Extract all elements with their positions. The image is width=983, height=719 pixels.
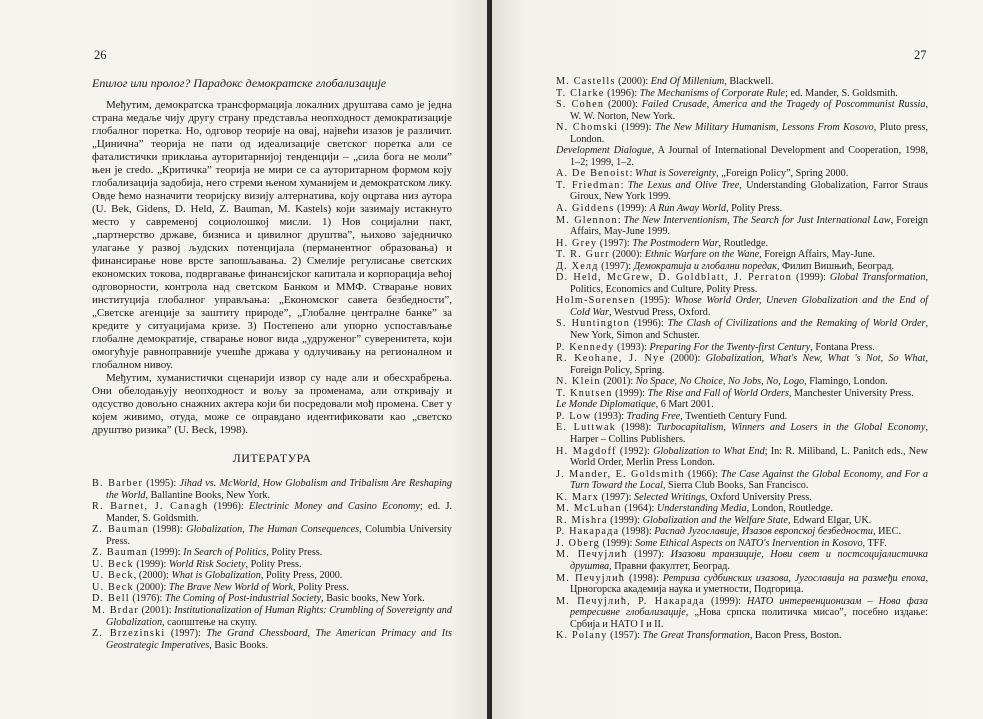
reference-entry bbox=[92, 501, 452, 524]
reference-details: , Polity Press. bbox=[245, 558, 302, 570]
references-title: ЛИТЕРАТУРА bbox=[232, 451, 312, 465]
reference-details: , Polity Press. bbox=[292, 581, 349, 593]
right-column bbox=[556, 76, 928, 642]
reference-title: Whose World Order, Uneven Globalization and the End of Cold War bbox=[570, 295, 928, 318]
reference-details: , Bacon Press, Boston. bbox=[749, 630, 842, 642]
reference-year: (1996): bbox=[630, 318, 668, 330]
reference-year: (1957): bbox=[607, 630, 643, 642]
reference-details: , London, Routledge. bbox=[746, 503, 833, 515]
reference-entry bbox=[556, 469, 928, 492]
reference-author: N. Chomski bbox=[556, 122, 619, 134]
reference-entry bbox=[92, 628, 452, 651]
reference-author: M. Glennon bbox=[556, 214, 618, 226]
reference-entry bbox=[556, 168, 928, 180]
reference-author: Holm-Sorensen bbox=[556, 295, 636, 307]
reference-entry bbox=[556, 145, 928, 168]
reference-details: ; ed. Mander, S. Goldsmith. bbox=[785, 87, 898, 99]
reference-year: (2001): bbox=[600, 376, 636, 388]
reference-title: World Risk Society bbox=[168, 558, 246, 570]
reference-year: (2000): bbox=[133, 581, 169, 593]
reference-entry bbox=[92, 570, 452, 582]
reference-entry bbox=[556, 573, 928, 596]
reference-year: (1995): bbox=[143, 478, 180, 489]
reference-author: M. Brdar bbox=[92, 605, 139, 617]
reference-title: What is Globalization bbox=[171, 570, 261, 582]
reference-details: , Routledge. bbox=[718, 237, 769, 249]
reference-year: : bbox=[629, 168, 635, 180]
reference-author: A. Giddens bbox=[556, 203, 615, 215]
reference-author: N. Klein bbox=[556, 376, 601, 388]
reference-author: M. Печујлић, Р. Накарада bbox=[556, 595, 705, 607]
reference-title: Распад Југославије, Изазов европској безбедности bbox=[654, 526, 873, 538]
reference-title: The Brave New World of Work bbox=[168, 581, 293, 593]
reference-author: T. Clarke bbox=[556, 87, 605, 99]
reference-details: , A Journal of International Development and Cooperation, 1998, 1–2; 1999, 1–2. bbox=[570, 145, 928, 168]
reference-title: The Case Against the Global Economy, and For a Turn Toward the Local bbox=[570, 468, 928, 492]
reference-year: (1997): bbox=[627, 549, 671, 561]
reference-year: (1993): bbox=[614, 341, 650, 353]
reference-author: J. Oberg bbox=[556, 537, 600, 549]
reference-entry bbox=[556, 180, 928, 203]
reference-title: Understanding Media bbox=[656, 503, 747, 515]
reference-details: , „Нова српска политичка мисао”, посебно издање: Србија и НАТО I и II. bbox=[570, 607, 928, 630]
reference-details: , Црногорска академија наука и уметности, Подгорица. bbox=[570, 572, 929, 596]
body-text bbox=[92, 99, 452, 437]
reference-author: U. Beck bbox=[92, 570, 134, 582]
reference-author: R. Keohane, J. Nye bbox=[556, 353, 666, 365]
reference-entry bbox=[92, 582, 452, 594]
reference-details: , Basic Books. bbox=[209, 639, 269, 651]
reference-author: Z. Bauman bbox=[92, 547, 149, 559]
reference-year: (1999): bbox=[612, 387, 648, 399]
section-heading: Епилог или пролог? Парадокс демократске глобализације bbox=[92, 76, 387, 90]
reference-entry bbox=[556, 549, 928, 572]
references-list bbox=[556, 76, 928, 642]
reference-title: The Mechanisms of Corporate Rule bbox=[639, 87, 786, 99]
reference-author: R. Mishra bbox=[556, 514, 608, 526]
reference-title: A Run Away World bbox=[649, 203, 727, 215]
reference-title: No Space, No Choice, No Jobs, No, Logo bbox=[635, 376, 805, 388]
reference-title: Jihad vs. McWorld, How Globalism and Tribalism Are Reshaping the World bbox=[106, 478, 452, 501]
reference-year: (2001): bbox=[138, 605, 175, 617]
reference-title: The Postmodern War bbox=[632, 237, 719, 249]
reference-details: , TFF. bbox=[862, 537, 887, 549]
reference-entry bbox=[556, 422, 928, 445]
right-page bbox=[492, 0, 983, 719]
reference-entry bbox=[556, 503, 928, 515]
reference-entry bbox=[556, 238, 928, 250]
reference-author: M. Печујлић bbox=[556, 572, 626, 584]
reference-title: Electrinic Money and Casino Economy bbox=[248, 501, 420, 513]
reference-title: End Of Millenium bbox=[650, 76, 725, 87]
reference-title: The New Interventionism, The Search for Just International Law bbox=[623, 214, 891, 226]
reference-details: , Blackwell. bbox=[724, 76, 774, 87]
left-page bbox=[0, 0, 488, 719]
reference-details: , Sierra Club Books, San Francisco. bbox=[662, 480, 809, 492]
reference-entry bbox=[556, 122, 928, 145]
reference-entry bbox=[556, 446, 928, 469]
paragraph: Међутим, хуманистички сценарији извор су наде али и обесхрабрења. Они обелодањују неопходност и вољу за променама, али откривају и одсуство довољно снажних актера који би посредовали мођ промена. Свет у којем живимо, отуда, може се оправдано идентификовати као „светско друштво ризика” (U. Beck, 1998). bbox=[92, 372, 452, 436]
reference-author: Z. Bauman bbox=[92, 524, 150, 536]
reference-author: E. Luttwak bbox=[556, 422, 617, 434]
reference-details: , Polity Press, 2000. bbox=[260, 570, 343, 582]
reference-entry bbox=[556, 399, 928, 411]
reference-details: , W. W. Norton, New York. bbox=[570, 99, 928, 122]
reference-entry bbox=[92, 593, 452, 605]
reference-title: Ethnic Warfare on the Wane bbox=[644, 249, 760, 261]
reference-year: (1992): bbox=[616, 445, 654, 457]
reference-entry bbox=[556, 538, 928, 550]
reference-details: , Филип Вишњић, Београд. bbox=[776, 260, 895, 272]
reference-title: The Great Transformation bbox=[642, 630, 750, 642]
reference-title: The Grand Chessboard, The American Primacy and Its Geostrategic Imperatives bbox=[106, 628, 452, 651]
reference-title: Демократија и глобални поредак bbox=[633, 260, 777, 272]
reference-title: Turbocapitalism, Winners and Losers in the Global Economy bbox=[656, 422, 926, 434]
reference-entry bbox=[92, 559, 452, 571]
reference-author: T. R. Gurr bbox=[556, 249, 610, 261]
reference-year: (2000): bbox=[665, 353, 706, 365]
reference-year: (1964): bbox=[621, 503, 657, 515]
reference-details: , саопштење на скупу. bbox=[162, 616, 258, 628]
reference-year: (1996): bbox=[604, 87, 640, 99]
reference-year: (1999): bbox=[133, 558, 169, 570]
reference-title: The Rise and Fall of World Orders bbox=[647, 387, 789, 399]
reference-author: M. Печујлић bbox=[556, 549, 628, 561]
reference-entry bbox=[556, 342, 928, 354]
reference-author: T. Friedman bbox=[556, 179, 621, 191]
reference-author: A. De Benoist bbox=[556, 168, 630, 180]
reference-author: K. Marx bbox=[556, 491, 599, 503]
reference-title: What is Sovereignty bbox=[635, 168, 717, 180]
reference-year: (1999): bbox=[614, 203, 650, 215]
left-column bbox=[92, 76, 452, 651]
reference-year: (1997): bbox=[597, 237, 633, 249]
reference-year: (1999): bbox=[704, 595, 748, 607]
reference-author: M. Castells bbox=[556, 76, 616, 87]
reference-details: , Flamingo, London. bbox=[804, 376, 888, 388]
reference-year: (2000): bbox=[604, 99, 642, 111]
reference-details: , Westvud Press, Oxford. bbox=[608, 306, 711, 318]
reference-entry bbox=[556, 596, 928, 631]
reference-details: , New York, Simon and Schuster. bbox=[570, 318, 928, 342]
reference-title: The Coming of Post-industrial Society bbox=[164, 593, 322, 605]
reference-title: The New Military Humanism, Lessons From Kosovo bbox=[654, 122, 874, 134]
reference-author: B. Barber bbox=[92, 478, 144, 489]
paragraph: Међутим, демократска трансформација локалних друштава само је једна страна медаље чију другу страну представља неопходност демократизације глобалног поретка. Но, одговор теорије на овај, највећи изазов је различит. „Цинична” теорија не пати од идеализације светског поретка али се фаталистички приклања ауторитарнијој тенденцији – „сила бога не моли” њен је credo. „Критичка” теорија не мири се са ауторитарном формом коју глобализација задобија, него стреми њеном хуманијем и демократском лику. Овде ћемо назначити теоријску визију алтернатива, коју оцртава низ аутора (U. Bek, Gidens, D. Held, Z. Bauman, M. Kastels) који зазимају истакнуто место у савременој социолошкој мисли. 1) Нов социјални пакт, „партнерство државе, бизниса и цивилног друштва”, њихово заједничко улагање у развој људских потенцијала (перманентног образовања) и финансирање нове врсте запошљавања. 2) Смелије регулисање светских економских токова, подвргавање финансијског капитала и корпорација већој одговорности, контрола над светском Банком и ММФ. Стварање нових институција глобалног управљања: „Економског савета безбедности”, „Светске агенције за заштиту природе”, „Глобалне централне банке” за кредите у ситуацијама кризе. 3) Постепено али упорно успостављање глобалне демократије, стварање новог вида „удруженог” суверенитета, који омогућује равноправније учешће држава у одлучивању на регионалном и глобалном нивоу. bbox=[92, 99, 452, 371]
reference-year: (1999): bbox=[618, 122, 655, 134]
reference-details: , „Foreign Policy”, Spring 2000. bbox=[716, 168, 849, 180]
reference-author: U. Beck bbox=[92, 581, 134, 593]
reference-author: K. Polany bbox=[556, 630, 608, 642]
reference-details: , ИЕС. bbox=[872, 526, 901, 538]
reference-entry bbox=[92, 478, 452, 501]
reference-year: (1999): bbox=[607, 514, 643, 526]
reference-entry bbox=[92, 547, 452, 559]
reference-year: (1998): bbox=[619, 526, 655, 538]
references-list bbox=[92, 478, 452, 651]
reference-details: , 6 Mart 2001. bbox=[655, 399, 714, 411]
reference-year: (1997): bbox=[165, 628, 207, 640]
reference-details: , Edward Elgar, UK. bbox=[787, 514, 872, 526]
reference-details: , Foreign Affairs, May-June 1999. bbox=[570, 214, 928, 238]
reference-year: (1993): bbox=[591, 410, 627, 422]
reference-entry bbox=[556, 353, 928, 376]
reference-title: Le Monde Diplomatique bbox=[556, 399, 656, 411]
reference-author: M. McLuhan bbox=[556, 503, 622, 515]
reference-year: (1966): bbox=[684, 468, 721, 480]
reference-year: (1999): bbox=[792, 272, 830, 284]
reference-details: , Understanding Globalization, Farror Straus Giroux, New York 1999. bbox=[570, 179, 928, 203]
reference-year: , (2000): bbox=[133, 570, 172, 582]
reference-author: T. Knutsen bbox=[556, 387, 613, 399]
reference-details: , Manchester University Press. bbox=[788, 387, 914, 399]
reference-author: R. Barnet, J. Canagh bbox=[92, 501, 209, 513]
reference-author: S. Huntington bbox=[556, 318, 630, 330]
reference-title: Development Dialogue bbox=[556, 145, 652, 157]
reference-entry bbox=[556, 630, 928, 642]
reference-details: , Polity Press. bbox=[266, 547, 323, 559]
reference-year: (1997): bbox=[598, 260, 634, 272]
reference-author: Z. Brzezinski bbox=[92, 628, 166, 640]
reference-year: (1997): bbox=[598, 491, 635, 503]
reference-author: D. Held, McGrew, D. Goldblatt, J. Perraton bbox=[556, 272, 793, 284]
reference-details: , Polity Press. bbox=[726, 203, 783, 215]
reference-details: , Foreign Affairs, May-June. bbox=[759, 249, 875, 261]
reference-author: U. Beck bbox=[92, 558, 134, 570]
reference-entry bbox=[556, 318, 928, 341]
reference-entry bbox=[92, 524, 452, 547]
page-number: 26 bbox=[94, 48, 107, 62]
reference-entry bbox=[556, 411, 928, 423]
reference-title: Global Transformation bbox=[829, 272, 926, 284]
reference-title: Selected Writings bbox=[634, 491, 706, 503]
reference-details: , Fontana Press. bbox=[810, 341, 875, 353]
reference-year: : bbox=[617, 214, 624, 226]
reference-entry bbox=[556, 376, 928, 388]
reference-author: Д. Хелд bbox=[556, 260, 599, 272]
reference-author: P. Kennedy bbox=[556, 341, 615, 353]
reference-details: ; In: R. Miliband, L. Panitch eds., New World Order, Merlin Press London. bbox=[570, 445, 928, 469]
reference-year: (1998): bbox=[625, 572, 663, 584]
reference-entry bbox=[556, 515, 928, 527]
reference-entry bbox=[556, 203, 928, 215]
reference-details: , Basic books, New York. bbox=[321, 593, 425, 605]
reference-title: Ретриза судбинских изазова, Југославија на размеђи епоха bbox=[662, 572, 926, 584]
reference-entry bbox=[556, 526, 928, 538]
reference-author: H. Grey bbox=[556, 237, 598, 249]
reference-title: Preparing For the Twenty-first Century bbox=[649, 341, 811, 353]
page-number: 27 bbox=[914, 48, 927, 62]
reference-year: (1999): bbox=[599, 537, 636, 549]
reference-year: (1996): bbox=[208, 501, 249, 513]
reference-author: P. Low bbox=[556, 410, 592, 422]
reference-author: S. Cohen bbox=[556, 99, 605, 111]
reference-title: Globalization and the Welfare State bbox=[642, 514, 788, 526]
reference-entry bbox=[556, 88, 928, 100]
reference-entry bbox=[556, 295, 928, 318]
reference-entry bbox=[556, 272, 928, 295]
reference-year: : bbox=[620, 179, 628, 191]
reference-year: (1976): bbox=[129, 593, 165, 605]
reference-title: The Lexus and Olive Tree bbox=[627, 179, 740, 191]
reference-details: , Twentieth Century Fund. bbox=[680, 410, 788, 422]
reference-year: (2000): bbox=[609, 249, 645, 261]
reference-entry bbox=[556, 76, 928, 88]
reference-title: Globalization, The Human Consequences bbox=[186, 524, 360, 536]
reference-entry bbox=[556, 492, 928, 504]
reference-entry bbox=[556, 388, 928, 400]
reference-title: Globalization, What's New, What 's Not, So What bbox=[705, 353, 926, 365]
reference-details: , Oxford University Press. bbox=[705, 491, 812, 503]
reference-title: Failed Crusade, America and the Tragedy of Poscommunist Russia bbox=[641, 99, 926, 111]
reference-details: ; ed. J. Mander, S. Goldsmith. bbox=[106, 501, 452, 524]
reference-title: In Search of Politics bbox=[183, 547, 267, 559]
reference-title: Institutionalization of Human Rights: Crumbling of Sovereignty and Globalization bbox=[106, 605, 452, 628]
reference-title: Globalization to What End bbox=[653, 445, 765, 457]
reference-author: J. Mander, E. Goldsmith bbox=[556, 468, 685, 480]
reference-year: (2000): bbox=[615, 76, 651, 87]
reference-title: Some Ethical Aspects on NATO's Inervention in Kosovo bbox=[635, 537, 863, 549]
reference-entry bbox=[92, 605, 452, 628]
reference-details: , Ballantine Books, New York. bbox=[145, 489, 271, 501]
reference-year: (1999): bbox=[148, 547, 184, 559]
reference-details: , Правни факултет, Београд. bbox=[609, 560, 730, 572]
reference-author: H. Magdoff bbox=[556, 445, 617, 457]
reference-year: (1998): bbox=[616, 422, 657, 434]
reference-title: Trading Free bbox=[626, 410, 681, 422]
reference-entry bbox=[556, 249, 928, 261]
reference-entry bbox=[556, 99, 928, 122]
reference-author: D. Bell bbox=[92, 593, 130, 605]
reference-entry bbox=[556, 215, 928, 238]
reference-year: (1995): bbox=[635, 295, 675, 307]
reference-details: , Foreign Policy, Spring. bbox=[570, 353, 928, 376]
reference-year: (1998): bbox=[149, 524, 187, 536]
reference-details: , Harper – Collins Publishers. bbox=[570, 422, 928, 445]
reference-entry bbox=[556, 261, 928, 273]
reference-title: НАТО интервенционизам – Нова фаза ретресивне глобализације bbox=[570, 595, 928, 619]
reference-title: Изазови транзиције, Нови свет и постсоцијалистичка друштва bbox=[570, 549, 928, 572]
reference-details: , Columbia University Press. bbox=[106, 524, 452, 547]
reference-title: The Clash of Civilizations and the Remaking of World Order bbox=[667, 318, 926, 330]
reference-author: Р. Накарада bbox=[556, 526, 620, 538]
reference-details: , Pluto press, London. bbox=[570, 122, 928, 145]
reference-details: , Politics, Economics and Culture, Polity Press. bbox=[570, 272, 928, 295]
